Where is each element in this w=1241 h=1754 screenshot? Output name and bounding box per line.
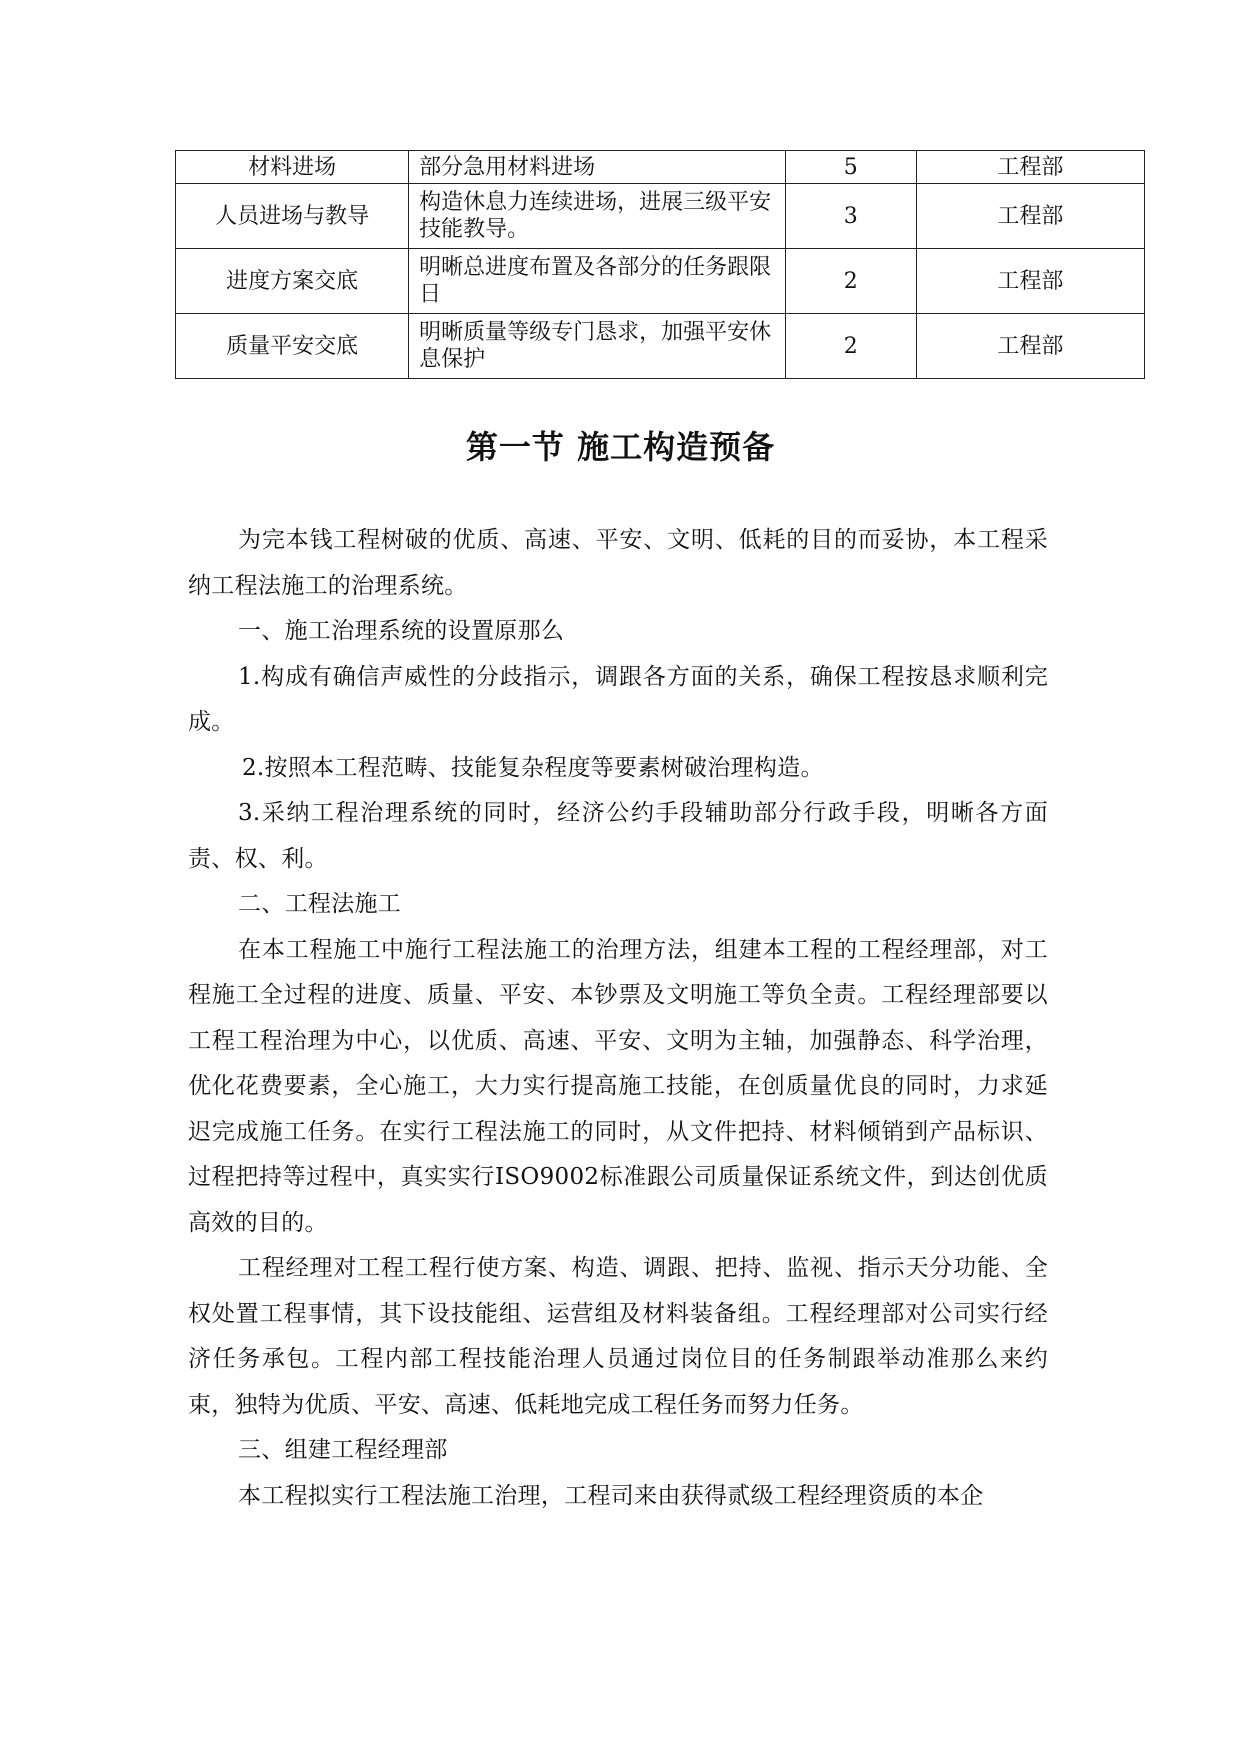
table-cell-content: 明晰总进度布置及各部分的任务跟限日 — [409, 249, 785, 314]
table-row — [176, 314, 1145, 379]
table-cell-days: 2 — [785, 314, 916, 379]
subheading-project-department: 三、组建工程经理部 — [238, 1437, 448, 1463]
section-title: 第一节 施工构造预备 — [465, 428, 776, 466]
table-cell-days: 2 — [785, 249, 916, 314]
table-cell-dept: 工程部 — [916, 314, 1144, 379]
subheading-project-method: 二、工程法施工 — [238, 891, 402, 917]
table-cell-days: 5 — [785, 151, 916, 184]
paragraph-project-method: 在本工程施工中施行工程法施工的治理方法，组建本工程的工程经理部，对工程施工全过程的进度、质量、平安、本钞票及文明施工等负全责。工程经理部要以工程工程治理为中心，以优质、高速、平安、文明为主轴，加强静态、科学治理，优化花费要素，全心施工，大力实行提高施工技能，在创质量优良的同时，力求延迟完成施工任务。在实行工程法施工的同时，从文件把持、材料倾销到产品标识、过程把持等过程中，真实实行ISO9002标准跟公司质量保证系统文件，到达创优质高效的目的。 — [188, 936, 1048, 1236]
table-cell-content: 构造休息力连续进场，进展三级平安技能教导。 — [409, 184, 785, 249]
paragraph-intro: 为完本钱工程树破的优质、高速、平安、文明、低耗的目的而妥协，本工程采纳工程法施工的治理系统。 — [188, 527, 1048, 599]
table-cell-item: 材料进场 — [176, 151, 409, 184]
table-cell-dept: 工程部 — [916, 249, 1144, 314]
table-cell-dept: 工程部 — [916, 151, 1144, 184]
list-item-3: 3.采纳工程治理系统的同时，经济公约手段辅助部分行政手段，明晰各方面责、权、利。 — [188, 800, 1048, 872]
table-cell-dept: 工程部 — [916, 184, 1144, 249]
table-row — [176, 184, 1145, 249]
body-text — [188, 518, 1048, 1519]
paragraph-project-manager: 工程经理对工程工程行使方案、构造、调跟、把持、监视、指示天分功能、全权处置工程事情，其下设技能组、运营组及材料装备组。工程经理部对公司实行经济任务承包。工程内部工程技能治理人员通过岗位目的任务制跟举动准那么来约束，独特为优质、平安、高速、低耗地完成工程任务而努力任务。 — [188, 1255, 1048, 1418]
table-cell-content: 明晰质量等级专门恳求，加强平安休息保护 — [409, 314, 785, 379]
table-cell-content: 部分急用材料进场 — [409, 151, 785, 184]
table-cell-item: 进度方案交底 — [176, 249, 409, 314]
table-cell-item: 人员进场与教导 — [176, 184, 409, 249]
subheading-setup-principles: 一、施工治理系统的设置原那么 — [238, 618, 565, 644]
list-item-1: 1.构成有确信声威性的分歧指示，调跟各方面的关系，确保工程按恳求顺利完成。 — [188, 663, 1048, 735]
paragraph-project-department: 本工程拟实行工程法施工治理，工程司来由获得贰级工程经理资质的本企 — [238, 1482, 984, 1509]
table-row — [176, 151, 1145, 184]
list-item-2: 2.按照本工程范畴、技能复杂程度等要素树破治理构造。 — [242, 754, 824, 781]
table-cell-days: 3 — [785, 184, 916, 249]
table-row — [176, 249, 1145, 314]
table-cell-item: 质量平安交底 — [176, 314, 409, 379]
preparation-schedule-table — [175, 150, 1145, 379]
